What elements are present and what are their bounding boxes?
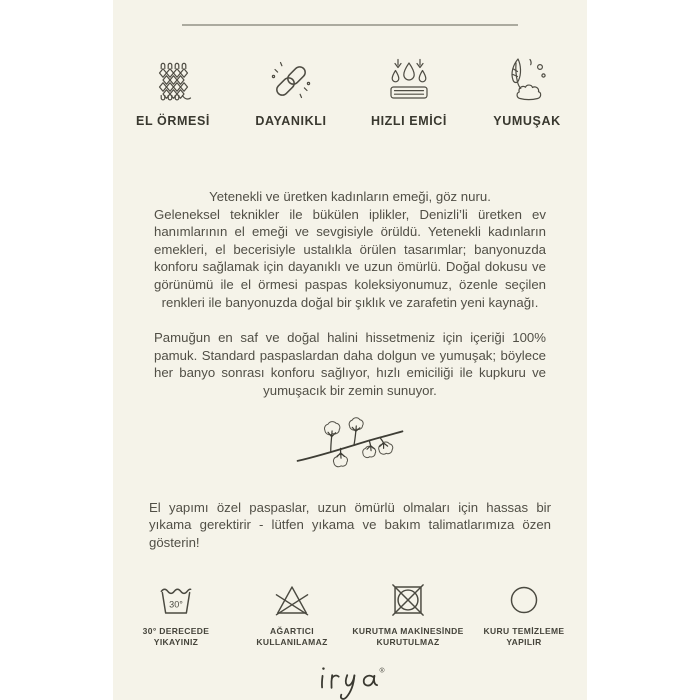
care-label: 30° DERECEDE YIKAYINIZ [142, 626, 210, 648]
top-divider [182, 24, 518, 26]
no-tumble-dry-icon [389, 581, 427, 619]
cotton-branch-illustration [113, 416, 587, 475]
product-info-card [113, 0, 587, 700]
feature-row [113, 56, 587, 128]
description-paragraph-1: Geleneksel teknikler ile bükülen iplikler, Denizli’li üretken ev hanımlarının el emeği ve sevgisiyle örüldü. Yetenekli kadınların emekleri, el becerisiyle ustalıkla örülen tasarımlar; banyonuzda konforu sağlamak için dayanıklı ve uzun ömürlü. Doğal dokusu ve görünümü ile el örmesi paspas koleksiyonumuz, özenle seçilen renkleri ile banyonuzda doğal bir şıklık ve zarafetin yeni kaynağı. [154, 206, 546, 310]
feature-durable [245, 56, 337, 128]
care-wash-30 [124, 581, 228, 648]
feature-label: DAYANIKLI [255, 114, 327, 128]
feather-soft-icon [503, 56, 551, 104]
care-note: El yapımı özel paspaslar, uzun ömürlü olmaları için hassas bir yıkama gerektirir - lütfen yıkama ve bakım talimatlarımıza özen gösterin! [149, 499, 551, 550]
feature-label: EL ÖRMESİ [136, 114, 210, 128]
registered-mark: ® [379, 667, 385, 675]
care-dry-clean [472, 581, 576, 648]
chain-link-icon [267, 56, 315, 104]
care-label: AĞARTICI KULLANILAMAZ [256, 626, 328, 648]
cotton-branch-icon [294, 416, 406, 470]
feature-soft [481, 56, 573, 128]
description-paragraph-2: Pamuğun en saf ve doğal halini hissetmeniz için içeriği 100% pamuk. Standard paspaslardan daha dolgun ve yumuşak; böylece her banyo sonrası konforu sağlıyor, hızlı emiciliği ile kupkuru ve yumuşacık bir zemin sunuyor. [154, 330, 546, 398]
care-symbols-row [113, 581, 587, 648]
feature-hand-knitted [127, 56, 219, 128]
knit-icon [149, 56, 197, 104]
care-label: KURUTMA MAKİNESİNDE KURUTULMAZ [352, 626, 464, 648]
dry-clean-icon [505, 581, 543, 619]
feature-absorbent [363, 56, 455, 128]
brand-logo [113, 658, 587, 700]
water-drops-absorb-icon [385, 56, 433, 104]
care-no-tumble-dry [352, 581, 464, 648]
care-label: KURU TEMİZLEME YAPILIR [483, 626, 565, 648]
description-intro: Yetenekli ve üretken kadınların emeği, göz nuru. [209, 189, 491, 204]
feature-label: YUMUŞAK [493, 114, 561, 128]
irya-logo [302, 658, 398, 700]
wash-temperature-label: 30° [169, 599, 183, 610]
no-bleach-icon [273, 581, 311, 619]
care-no-bleach [240, 581, 344, 648]
feature-label: HIZLI EMİCİ [370, 114, 448, 128]
wash-30-icon [157, 581, 195, 619]
